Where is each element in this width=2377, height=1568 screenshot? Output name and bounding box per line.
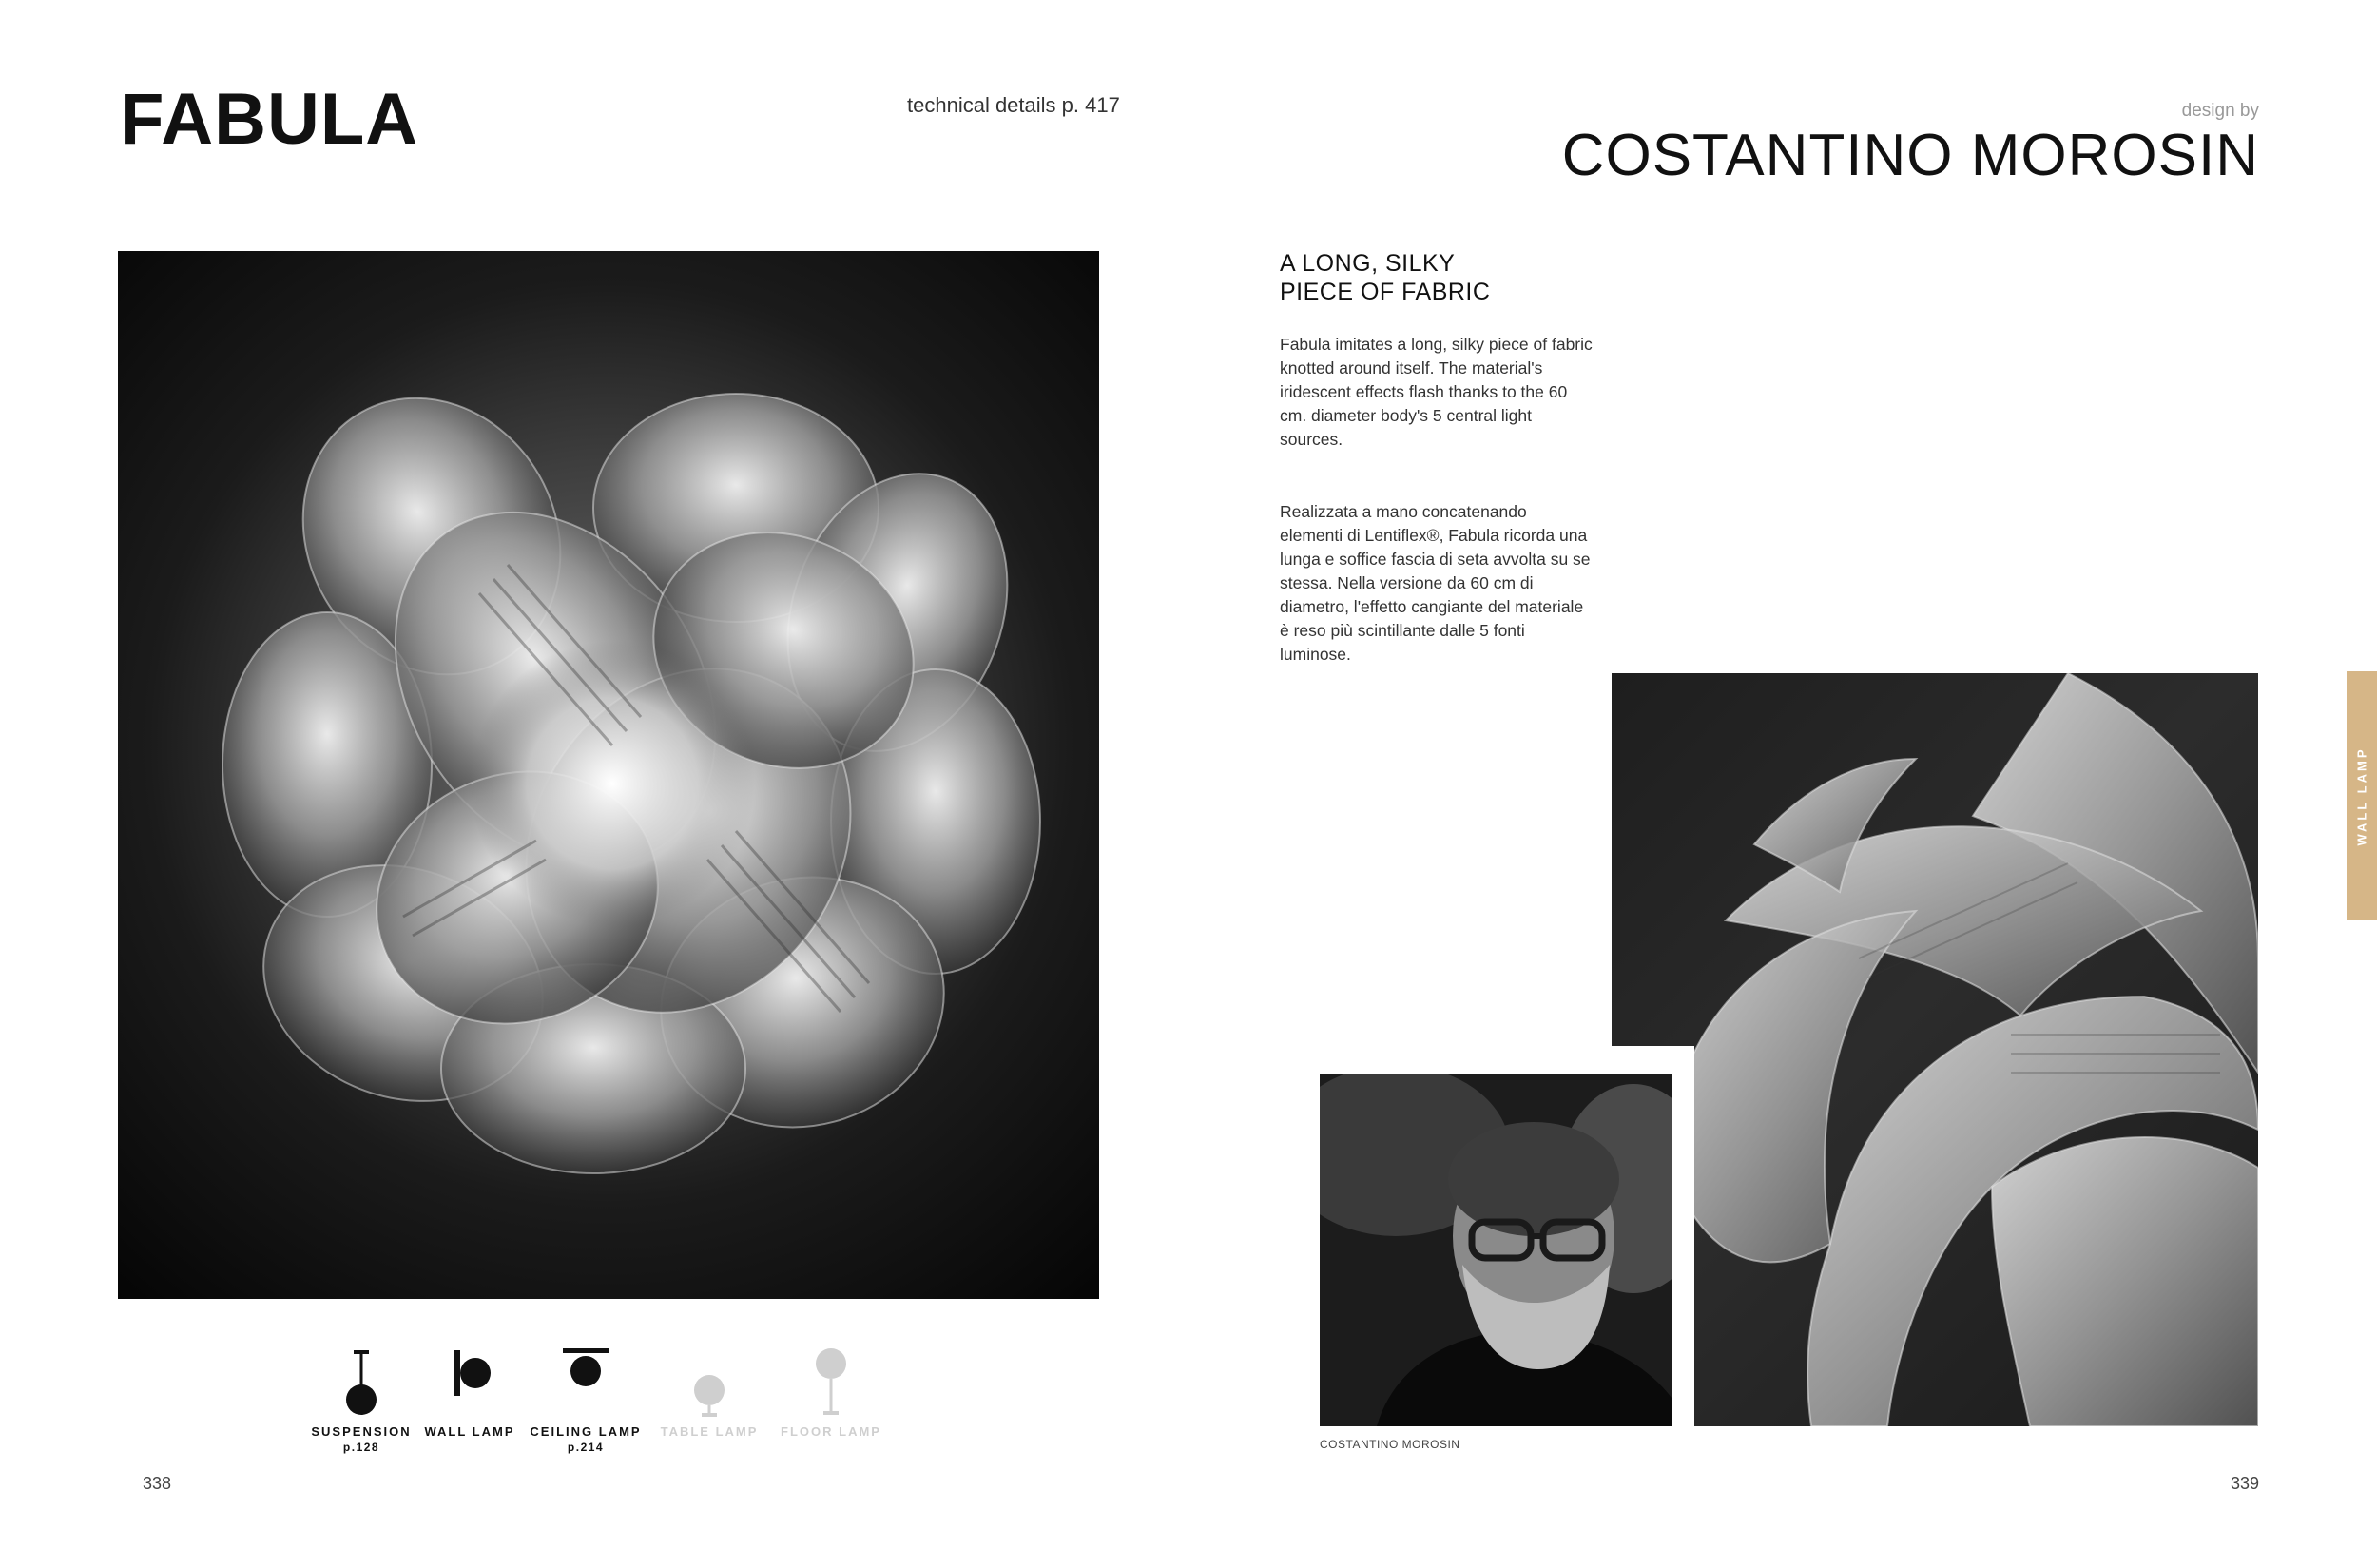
portrait-caption: COSTANTINO MOROSIN <box>1320 1438 1460 1451</box>
lamp-illustration <box>118 251 1099 1299</box>
type-floor-lamp[interactable] <box>772 1341 890 1441</box>
ceiling-lamp-icon <box>557 1341 614 1417</box>
headline-line-2: PIECE OF FABRIC <box>1280 279 1491 305</box>
headline-line-1: A LONG, SILKY <box>1280 250 1456 277</box>
design-by-label: design by <box>2181 101 2259 121</box>
wall-lamp-icon <box>441 1341 498 1417</box>
lamp-detail-photo <box>1612 673 2258 1426</box>
type-label: TABLE LAMP <box>660 1424 759 1439</box>
suspension-icon <box>333 1341 390 1417</box>
table-lamp-icon <box>681 1341 738 1417</box>
page-number-right: 339 <box>2230 1474 2259 1493</box>
type-label: WALL LAMP <box>424 1424 515 1439</box>
technical-details-link[interactable]: technical details p. 417 <box>907 93 1120 117</box>
page-title: FABULA <box>120 79 419 160</box>
section-tab-wall-lamp[interactable] <box>2347 671 2377 920</box>
paragraph-english: Fabula imitates a long, silky piece of fabric knotted around itself. The material's iridescent effects flash thanks to the 60 cm. diameter body's 5 central light sources. <box>1280 335 1593 449</box>
fabula-lamp-photo <box>118 251 1099 1299</box>
headline <box>1280 249 1490 306</box>
type-ceiling-lamp[interactable] <box>527 1341 645 1454</box>
type-page-ref: p.214 <box>567 1441 605 1454</box>
type-table-lamp[interactable] <box>650 1341 768 1441</box>
designer-portrait-photo <box>1320 1074 1672 1426</box>
page-number-left: 338 <box>143 1474 172 1493</box>
designer-name: COSTANTINO MOROSIN <box>1561 123 2259 188</box>
floor-lamp-icon <box>802 1341 860 1417</box>
type-label: FLOOR LAMP <box>781 1424 881 1439</box>
type-page-ref: p.128 <box>342 1441 380 1454</box>
type-label: CEILING LAMP <box>530 1424 642 1439</box>
portrait-illustration <box>1320 1074 1672 1426</box>
type-label: SUSPENSION <box>311 1424 412 1439</box>
type-suspension[interactable] <box>302 1341 420 1454</box>
type-wall-lamp[interactable] <box>411 1341 529 1441</box>
lamp-types <box>302 1341 892 1474</box>
lamp-detail-illustration <box>1612 673 2258 1426</box>
section-tab-label: WALL LAMP <box>2354 745 2369 846</box>
paragraph-italian: Realizzata a mano concatenando elementi di Lentiflex®, Fabula ricorda una lunga e soffice fascia di seta avvolta su se stessa. Nella versione da 60 cm di diametro, l'effetto cangiante del materiale è reso più scintillante dalle 5 fonti luminose. <box>1280 502 1591 664</box>
